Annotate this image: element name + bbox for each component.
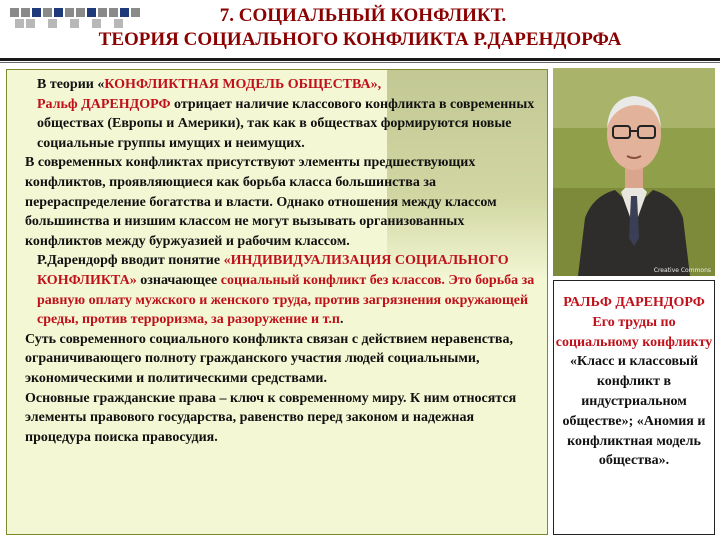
portrait-photo [553,68,715,276]
paragraph-1 [11,75,541,153]
title-line-2: ТЕОРИЯ СОЦИАЛЬНОГО КОНФЛИКТА Р.ДАРЕНДОРФА [98,29,622,50]
p3-end: . [339,312,344,328]
works-list: «Класс и классовый конфликт в индустриальном обществе»; «Аномия и конфликтная модель общества». [562,354,706,469]
p1-author: Ральф ДАРЕНДОРФ [37,96,171,112]
p3-term: «ИНДИВИДУАЛИЗАЦИЯ СОЦИАЛЬНОГО КОНФЛИКТА» [37,253,509,288]
p3-mid: означающее [136,272,221,288]
portrait-illustration [553,68,715,276]
p3-definition: социальный конфликт без классов. Это борьба за равную оплату мужского и женского труда, против загрязнения окружающей среды, против терроризма, за разоружение и т.п [37,272,535,328]
p1-rest: отрицает наличие классового конфликта в современных обществах (Европы и Америки), так как в обществах формируются новые социальные группы имущих и неимущих. [37,96,535,151]
main-text-box [6,69,548,535]
title-divider [0,58,720,61]
paragraph-5: Основные гражданские права – ключ к современному миру. К ним относятся элементы правового государства, равенство перед законом и надежная процедура поиска правосудия. [25,390,517,445]
photo-watermark: Creative Commons [653,267,711,274]
p3-lead: Р.Дарендорф вводит понятие [37,253,224,269]
title-line-1: 7. СОЦИАЛЬНЫЙ КОНФЛИКТ. [219,5,507,26]
paragraph-3 [11,251,541,329]
title-divider-thin [0,62,720,63]
paragraph-4: Суть современного социального конфликта связан с действием неравенства, ограничивающего полноту гражданского участия людей социальными, экономическими и политическими средствами. [25,331,513,386]
works-box [553,280,715,535]
p1-term: КОНФЛИКТНАЯ МОДЕЛЬ ОБЩЕСТВА», [104,77,382,92]
p1-lead: В теории « [37,77,105,92]
paragraph-2: В современных конфликтах присутствуют элементы предшествующих конфликтов, проявляющиеся как борьба класса большинства за перераспределение богатства и власти. Однако отношения между классом большинства и низшим классом не могут вызывать организованных конфликтов между буржуазией и рабочим классом. [25,155,497,249]
works-heading: РАЛЬФ ДАРЕНДОРФ Его труды по социальному конфликту [555,295,713,350]
main-text [11,75,541,447]
slide-title [0,4,720,52]
